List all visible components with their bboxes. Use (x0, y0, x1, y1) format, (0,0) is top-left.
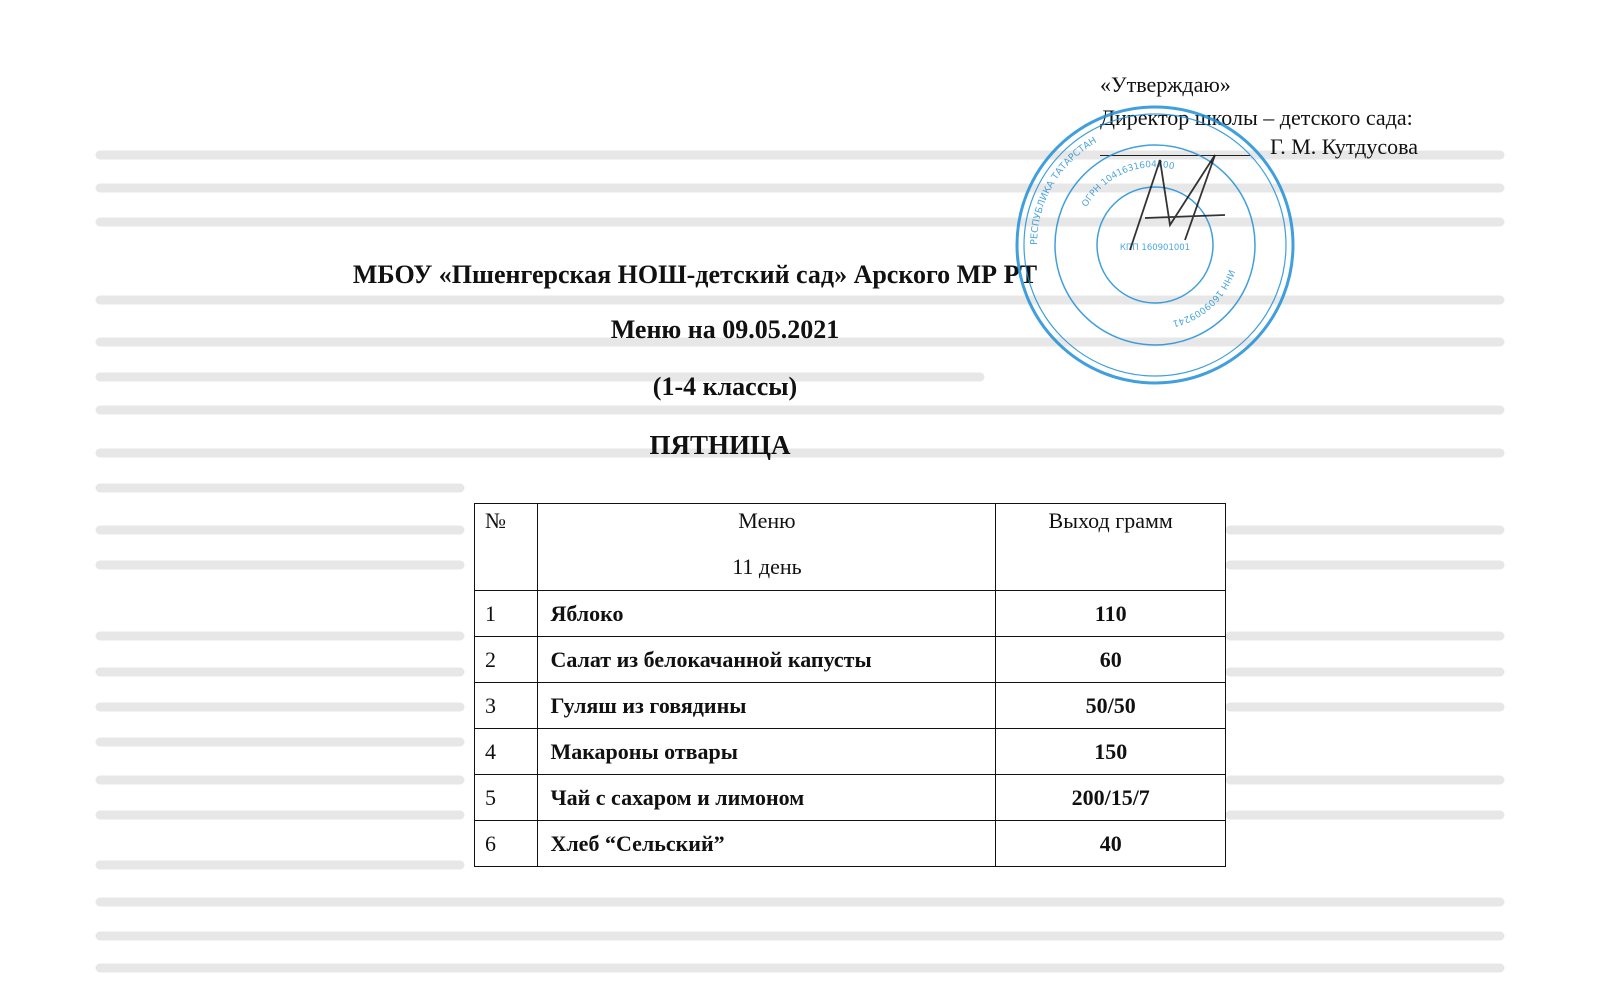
row-num: 4 (475, 729, 538, 775)
table-row (475, 775, 1226, 821)
stamp-ogrn: ОГРН 1041631604700 (1080, 159, 1176, 209)
official-seal-stamp (1010, 100, 1300, 390)
table-row (475, 637, 1226, 683)
header-menu (538, 504, 996, 591)
row-num: 5 (475, 775, 538, 821)
organization-title: МБОУ «Пшенгерская НОШ-детский сад» Арского МР РТ (352, 260, 1038, 289)
table-row (475, 591, 1226, 637)
row-output: 50/50 (996, 683, 1226, 729)
row-dish: Чай с сахаром и лимоном (538, 775, 996, 821)
row-output: 200/15/7 (996, 775, 1226, 821)
header-menu-day: 11 день (732, 554, 802, 579)
row-dish: Салат из белокачанной капусты (538, 637, 996, 683)
table-row (475, 729, 1226, 775)
stamp-outer-text: РЕСПУБЛИКА ТАТАРСТАН (1028, 135, 1099, 246)
row-output: 40 (996, 821, 1226, 867)
row-num: 1 (475, 591, 538, 637)
row-output: 60 (996, 637, 1226, 683)
row-num: 2 (475, 637, 538, 683)
stamp-kpp: КПП 160901001 (1119, 243, 1191, 253)
row-num: 6 (475, 821, 538, 867)
row-dish: Хлеб “Сельский” (538, 821, 996, 867)
weekday-title: ПЯТНИЦА (649, 430, 791, 460)
row-dish: Макароны отвары (538, 729, 996, 775)
table-row (475, 821, 1226, 867)
menu-date-title: Меню на 09.05.2021 (610, 315, 840, 344)
menu-table (474, 503, 1226, 867)
table-row (475, 683, 1226, 729)
header-menu-label: Меню (738, 508, 796, 533)
menu-table-header (475, 504, 1226, 591)
row-dish: Гуляш из говядины (538, 683, 996, 729)
approval-signatory: Г. М. Кутдусова (1270, 134, 1418, 159)
stamp-inn: ИНН 1609009241 (1171, 268, 1236, 328)
row-num: 3 (475, 683, 538, 729)
approval-position: Директор школы – детского сада: (1100, 105, 1413, 130)
header-num: № (475, 504, 538, 591)
approval-title: «Утверждаю» (1100, 72, 1231, 97)
row-output: 150 (996, 729, 1226, 775)
row-dish: Яблоко (538, 591, 996, 637)
grades-title: (1-4 классы) (652, 372, 798, 401)
header-output: Выход грамм (996, 504, 1226, 591)
row-output: 110 (996, 591, 1226, 637)
